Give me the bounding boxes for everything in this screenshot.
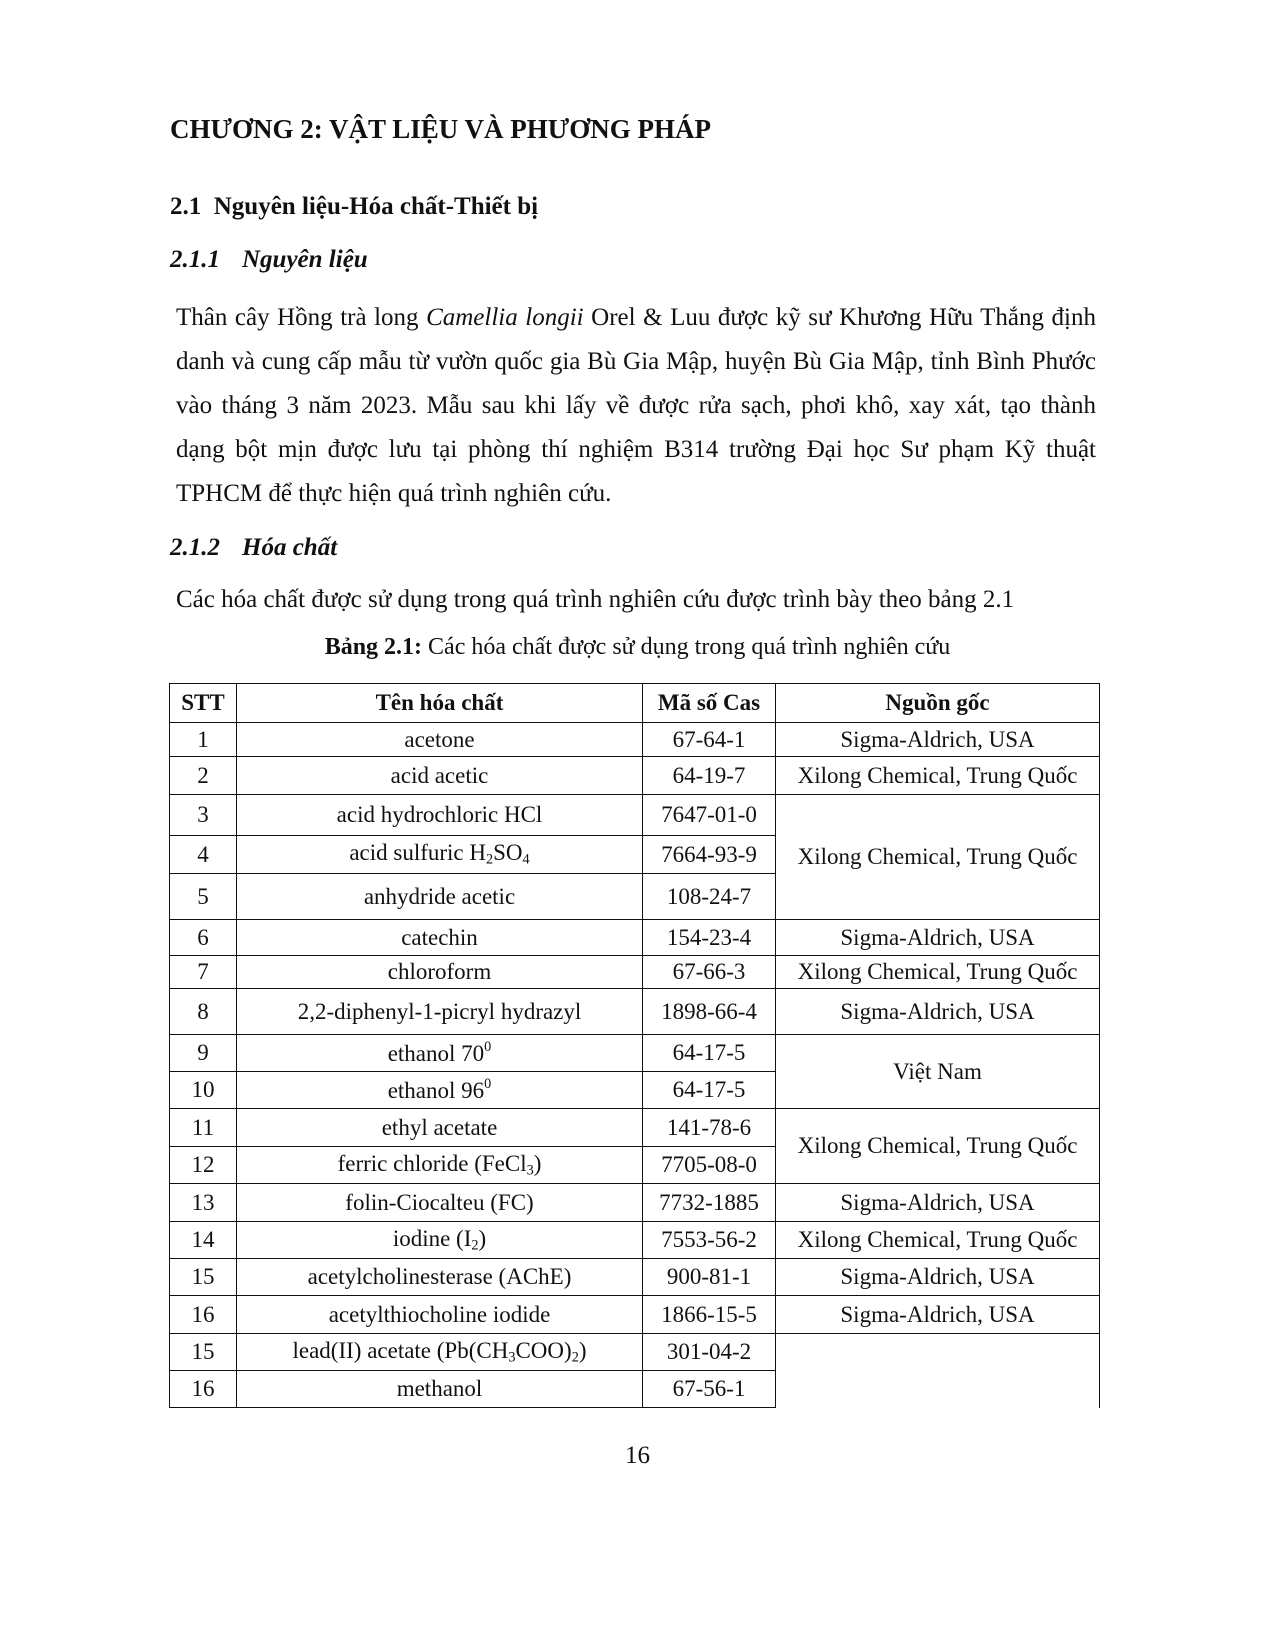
cell-stt: 14 [170,1222,237,1259]
cell-name: 2,2-diphenyl-1-picryl hydrazyl [237,989,643,1035]
cell-stt: 9 [170,1035,237,1072]
caption-text: Các hóa chất được sử dụng trong quá trình nghiên cứu [422,634,951,660]
cell-origin: Sigma-Aldrich, USA [776,920,1100,956]
cell-stt: 3 [170,795,237,836]
table-row [170,795,1100,836]
table-row [170,956,1100,989]
table-row [170,757,1100,795]
cell-name: methanol [237,1371,643,1408]
table-row [170,1259,1100,1296]
subsection-heading-raw-materials [170,246,368,274]
cell-cas: 7732-1885 [643,1184,776,1222]
raw-material-paragraph [176,296,1096,516]
cell-origin: Sigma-Aldrich, USA [776,989,1100,1035]
cell-name: acetone [237,723,643,757]
cell-origin [776,1334,1100,1408]
cell-name: acid sulfuric $H_2SO_4$ [237,836,643,874]
cell-cas: 67-64-1 [643,723,776,757]
cell-stt: 6 [170,920,237,956]
cell-cas: 64-19-7 [643,757,776,795]
cell-origin: Sigma-Aldrich, USA [776,1296,1100,1334]
cell-stt: 12 [170,1147,237,1184]
cell-stt: 4 [170,836,237,874]
table-row [170,920,1100,956]
table-row [170,1334,1100,1371]
cell-cas: 7647-01-0 [643,795,776,836]
header-cas: Mã số Cas [643,684,776,723]
header-origin: Nguồn gốc [776,684,1100,723]
subsection-number: 2.1.1 [170,246,220,273]
caption-label: Bảng 2.1: [324,634,423,660]
cell-stt: 16 [170,1371,237,1408]
cell-origin: Xilong Chemical, Trung Quốc [776,1109,1100,1184]
table-row [170,1184,1100,1222]
cell-name: ethanol $70^0$ [237,1035,643,1072]
cell-stt: 7 [170,956,237,989]
cell-name: acetylcholinesterase (AChE) [237,1259,643,1296]
chapter-title: CHƯƠNG 2: VẬT LIỆU VÀ PHƯƠNG PHÁP [170,114,712,144]
cell-origin: Xilong Chemical, Trung Quốc [776,757,1100,795]
section-number: 2.1 [170,193,202,220]
cell-cas: 301-04-2 [643,1334,776,1371]
cell-name: ferric chloride (FeCl$_3$) [237,1147,643,1184]
cell-name: iodine $(I_2)$ [237,1222,643,1259]
cell-name: acid acetic [237,757,643,795]
cell-stt: 16 [170,1296,237,1334]
cell-cas: 900-81-1 [643,1259,776,1296]
paragraph-line: danh và cung cấp mẫu từ vườn quốc gia Bù Gia Mập, huyện Bù Gia Mập, tỉnh Bình Phước [176,348,1096,375]
cell-name: acetylthiocholine iodide [237,1296,643,1334]
section-heading [170,193,538,221]
cell-stt: 5 [170,874,237,920]
paragraph-line: vào tháng 3 năm 2023. Mẫu sau khi lấy về được rửa sạch, phơi khô, xay xát, tạo thành [176,392,1096,419]
table-row [170,1109,1100,1147]
species-name: Camellia longii [426,304,584,331]
cell-origin: Sigma-Aldrich, USA [776,723,1100,757]
cell-cas: 7553-56-2 [643,1222,776,1259]
cell-cas: 1866-15-5 [643,1296,776,1334]
chemicals-table [169,683,1100,1408]
cell-name: lead(II) acetate $(Pb(CH_3COO)_2)$ [237,1334,643,1371]
cell-origin: Việt Nam [776,1035,1100,1109]
cell-name: chloroform [237,956,643,989]
cell-name: anhydride acetic [237,874,643,920]
header-name: Tên hóa chất [237,684,643,723]
table-caption [0,634,1275,661]
cell-cas: 67-66-3 [643,956,776,989]
header-stt: STT [170,684,237,723]
cell-stt: 8 [170,989,237,1035]
cell-origin: Sigma-Aldrich, USA [776,1184,1100,1222]
cell-stt: 10 [170,1072,237,1109]
cell-cas: 64-17-5 [643,1072,776,1109]
subsection-title: Nguyên liệu [242,246,368,273]
section-title: Nguyên liệu-Hóa chất-Thiết bị [213,193,539,220]
cell-origin: Sigma-Aldrich, USA [776,1259,1100,1296]
cell-cas: 141-78-6 [643,1109,776,1147]
cell-cas: 108-24-7 [643,874,776,920]
subsection-title: Hóa chất [242,534,338,561]
cell-stt: 1 [170,723,237,757]
paragraph-line: dạng bột mịn được lưu tại phòng thí nghiệm B314 trường Đại học Sư phạm Kỹ thuật [176,436,1096,463]
cell-stt: 15 [170,1334,237,1371]
cell-cas: 154-23-4 [643,920,776,956]
cell-cas: 7705-08-0 [643,1147,776,1184]
subsection-number: 2.1.2 [170,534,220,561]
cell-stt: 13 [170,1184,237,1222]
table-intro-text: Các hóa chất được sử dụng trong quá trình nghiên cứu được trình bày theo bảng 2.1 [176,586,1015,613]
cell-cas: 1898-66-4 [643,989,776,1035]
cell-origin: Xilong Chemical, Trung Quốc [776,795,1100,920]
cell-origin: Xilong Chemical, Trung Quốc [776,1222,1100,1259]
cell-name: acid hydrochloric HCl [237,795,643,836]
paragraph-line: Thân cây Hồng trà long Camellia longii Orel & Luu được kỹ sư Khương Hữu Thắng định [176,304,1096,331]
table-row [170,1222,1100,1259]
cell-cas: 7664-93-9 [643,836,776,874]
cell-name: folin-Ciocalteu (FC) [237,1184,643,1222]
cell-stt: 2 [170,757,237,795]
table-row [170,1035,1100,1072]
paragraph-line: TPHCM để thực hiện quá trình nghiên cứu. [176,480,612,507]
cell-name: catechin [237,920,643,956]
cell-name: ethanol $96^0$ [237,1072,643,1109]
page-number: 16 [625,1442,650,1469]
cell-cas: 67-56-1 [643,1371,776,1408]
table-row [170,1296,1100,1334]
cell-cas: 64-17-5 [643,1035,776,1072]
cell-name: ethyl acetate [237,1109,643,1147]
cell-stt: 15 [170,1259,237,1296]
cell-stt: 11 [170,1109,237,1147]
table-row [170,723,1100,757]
subsection-heading-chemicals [170,534,337,562]
table-header-row [170,684,1100,723]
cell-origin: Xilong Chemical, Trung Quốc [776,956,1100,989]
table-row [170,989,1100,1035]
